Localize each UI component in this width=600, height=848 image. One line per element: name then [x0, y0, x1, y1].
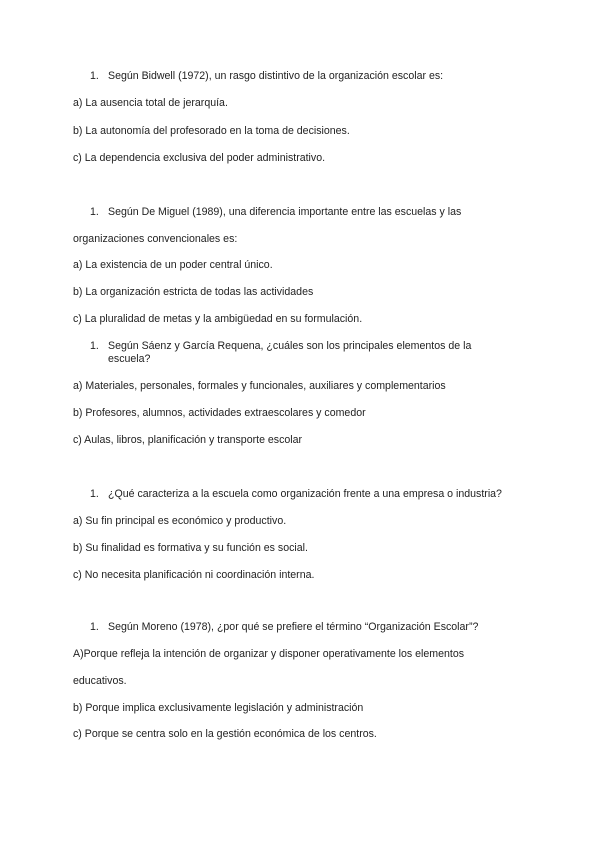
- question-1-number: 1.: [90, 70, 99, 82]
- question-3-text: Según Sáenz y García Requena, ¿cuáles son los principales elementos de la escuela?: [108, 340, 472, 365]
- question-1-option-c: c) La dependencia exclusiva del poder administrativo.: [73, 152, 326, 164]
- question-4-number: 1.: [90, 488, 99, 500]
- question-4-option-a: a) Su fin principal es económico y productivo.: [73, 515, 287, 527]
- question-1-option-a: a) La ausencia total de jerarquía.: [73, 97, 228, 109]
- question-1-option-b: b) La autonomía del profesorado en la toma de decisiones.: [73, 125, 350, 137]
- question-1-text: Según Bidwell (1972), un rasgo distintivo de la organización escolar es:: [108, 70, 444, 82]
- question-3: [90, 340, 510, 366]
- question-2-option-a: a) La existencia de un poder central único.: [73, 259, 273, 271]
- question-5: [90, 621, 478, 634]
- question-5-text: Según Moreno (1978), ¿por qué se prefiere el término “Organización Escolar”?: [108, 621, 479, 633]
- question-3-option-a: a) Materiales, personales, formales y funcionales, auxiliares y complementarios: [73, 380, 446, 392]
- question-2: [90, 206, 461, 219]
- question-1: [90, 70, 443, 83]
- question-5-option-c: c) Porque se centra solo en la gestión económica de los centros.: [73, 728, 377, 740]
- question-4: [90, 488, 502, 501]
- question-5-number: 1.: [90, 621, 99, 633]
- question-5-option-b: b) Porque implica exclusivamente legislación y administración: [73, 702, 364, 714]
- question-2-text: Según De Miguel (1989), una diferencia importante entre las escuelas y las: [108, 206, 462, 218]
- question-5-option-a-continued: educativos.: [73, 675, 127, 687]
- question-5-option-a: A)Porque refleja la intención de organizar y disponer operativamente los elementos: [73, 648, 465, 660]
- question-2-option-c: c) La pluralidad de metas y la ambigüedad en su formulación.: [73, 313, 363, 325]
- question-2-text-continued: organizaciones convencionales es:: [73, 233, 238, 245]
- question-4-text: ¿Qué caracteriza a la escuela como organización frente a una empresa o industria?: [108, 488, 502, 500]
- question-3-option-b: b) Profesores, alumnos, actividades extraescolares y comedor: [73, 407, 366, 419]
- question-2-number: 1.: [90, 206, 99, 218]
- question-2-option-b: b) La organización estricta de todas las actividades: [73, 286, 314, 298]
- question-4-option-c: c) No necesita planificación ni coordinación interna.: [73, 569, 315, 581]
- question-3-option-c: c) Aulas, libros, planificación y transporte escolar: [73, 434, 303, 446]
- question-3-number: 1.: [90, 340, 99, 352]
- question-4-option-b: b) Su finalidad es formativa y su función es social.: [73, 542, 308, 554]
